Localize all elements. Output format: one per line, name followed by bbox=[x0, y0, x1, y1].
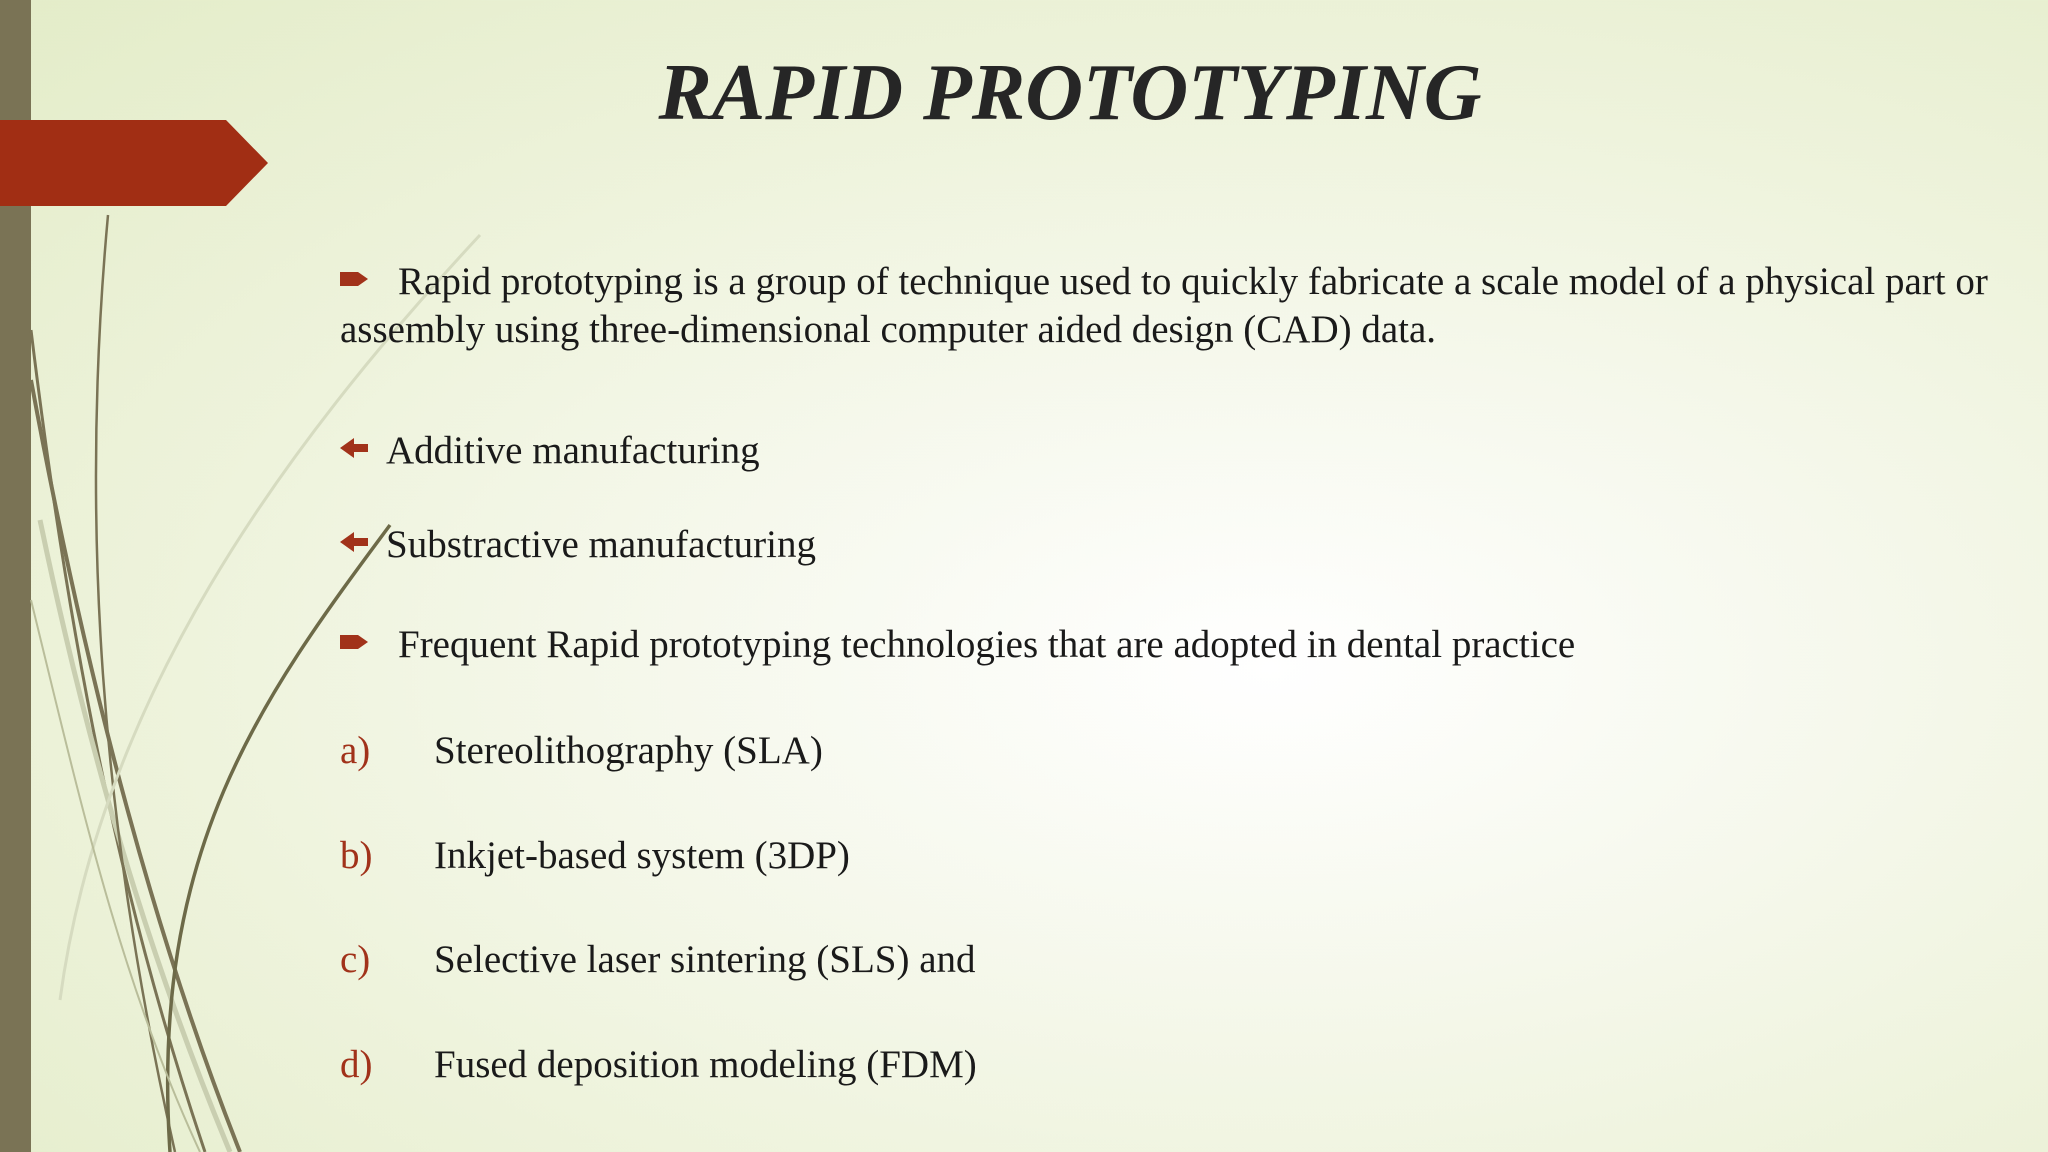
technologies-intro-bullet bbox=[340, 622, 1575, 667]
filled-arrow-bullet-icon bbox=[340, 268, 370, 290]
left-arrow-bullet-icon bbox=[340, 530, 370, 554]
tech-marker-b: b) bbox=[340, 834, 373, 877]
slide-title: RAPID PROTOTYPING bbox=[658, 49, 1482, 137]
tech-marker-c: c) bbox=[340, 938, 371, 981]
tech-item-sls: Selective laser sintering (SLS) and bbox=[434, 938, 976, 981]
tech-item-fdm: Fused deposition modeling (FDM) bbox=[434, 1043, 977, 1086]
tech-item-sla: Stereolithography (SLA) bbox=[434, 729, 823, 772]
filled-arrow-bullet-icon bbox=[340, 631, 370, 653]
technologies-intro-text: Frequent Rapid prototyping technologies that are adopted in dental practice bbox=[398, 623, 1576, 666]
tech-marker-a: a) bbox=[340, 729, 371, 772]
definition-text: Rapid prototyping is a group of technique used to quickly fabricate a scale model of a physical part or assembly using three-dimensional computer aided design (CAD) data. bbox=[340, 260, 1988, 351]
tech-item-3dp: Inkjet-based system (3DP) bbox=[434, 834, 850, 877]
sub-bullet-substractive bbox=[340, 522, 816, 567]
sub-bullet-additive-label: Additive manufacturing bbox=[386, 429, 760, 472]
left-arrow-bullet-icon bbox=[340, 436, 370, 460]
definition-bullet bbox=[340, 258, 2020, 354]
sub-bullet-additive bbox=[340, 428, 760, 473]
sub-bullet-substractive-label: Substractive manufacturing bbox=[386, 523, 816, 566]
tech-marker-d: d) bbox=[340, 1043, 373, 1086]
